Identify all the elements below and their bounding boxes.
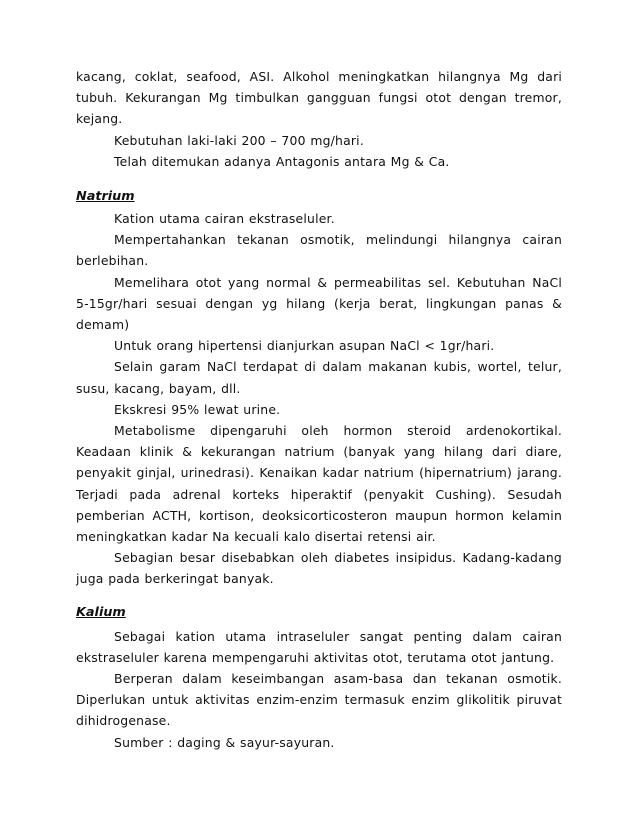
natrium-paragraph-7: Metabolisme dipengaruhi oleh hormon steroid ardenokortikal. Keadaan klinik & kekurangan natrium (banyak yang hilang dari diare, penyakit ginjal, urinedrasi). Kenaikan kadar natrium (hipernatrium) jarang. Terjadi pada adrenal korteks hiperaktif (penyakit Cushing). Sesudah pemberian ACTH, kortison, deoksicorticosteron maupun hormon kelamin meningkatkan kadar Na kecuali kalo disertai retensi air. bbox=[76, 423, 562, 545]
kalium-heading: Kalium bbox=[76, 604, 126, 620]
document-page bbox=[76, 66, 562, 753]
natrium-paragraph-1: Kation utama cairan ekstraseluler. bbox=[114, 211, 335, 227]
natrium-paragraph-3: Memelihara otot yang normal & permeabilitas sel. Kebutuhan NaCl 5-15gr/hari sesuai dengan yg hilang (kerja berat, lingkungan panas & demam) bbox=[76, 274, 562, 333]
natrium-paragraph-6: Ekskresi 95% lewat urine. bbox=[114, 401, 281, 417]
intro-paragraph-1: kacang, coklat, seafood, ASI. Alkohol meningkatkan hilangnya Mg dari tubuh. Kekurangan Mg timbulkan gangguan fungsi otot dengan tremor, kejang. bbox=[76, 69, 562, 127]
kalium-paragraph-3: Sumber : daging & sayur-sayuran. bbox=[114, 734, 335, 750]
natrium-paragraph-4: Untuk orang hipertensi dianjurkan asupan NaCl < 1gr/hari. bbox=[114, 338, 495, 354]
natrium-paragraph-2: Mempertahankan tekanan osmotik, melindungi hilangnya cairan berlebihan. bbox=[76, 232, 562, 269]
intro-paragraph-3: Telah ditemukan adanya Antagonis antara Mg & Ca. bbox=[114, 153, 450, 169]
natrium-paragraph-5: Selain garam NaCl terdapat di dalam makanan kubis, wortel, telur, susu, kacang, bayam, dll. bbox=[76, 359, 562, 396]
intro-paragraph-2: Kebutuhan laki-laki 200 – 700 mg/hari. bbox=[114, 132, 364, 148]
kalium-paragraph-1: Sebagai kation utama intraseluler sangat penting dalam cairan ekstraseluler karena mempengaruhi aktivitas otot, terutama otot jantung. bbox=[76, 628, 562, 665]
kalium-paragraph-2: Berperan dalam keseimbangan asam-basa dan tekanan osmotik. Diperlukan untuk aktivitas enzim-enzim termasuk enzim glikolitik piruvat dihidrogenase. bbox=[76, 671, 562, 729]
natrium-paragraph-8: Sebagian besar disebabkan oleh diabetes insipidus. Kadang-kadang juga pada berkeringat banyak. bbox=[76, 550, 562, 587]
natrium-heading: Natrium bbox=[76, 189, 135, 205]
